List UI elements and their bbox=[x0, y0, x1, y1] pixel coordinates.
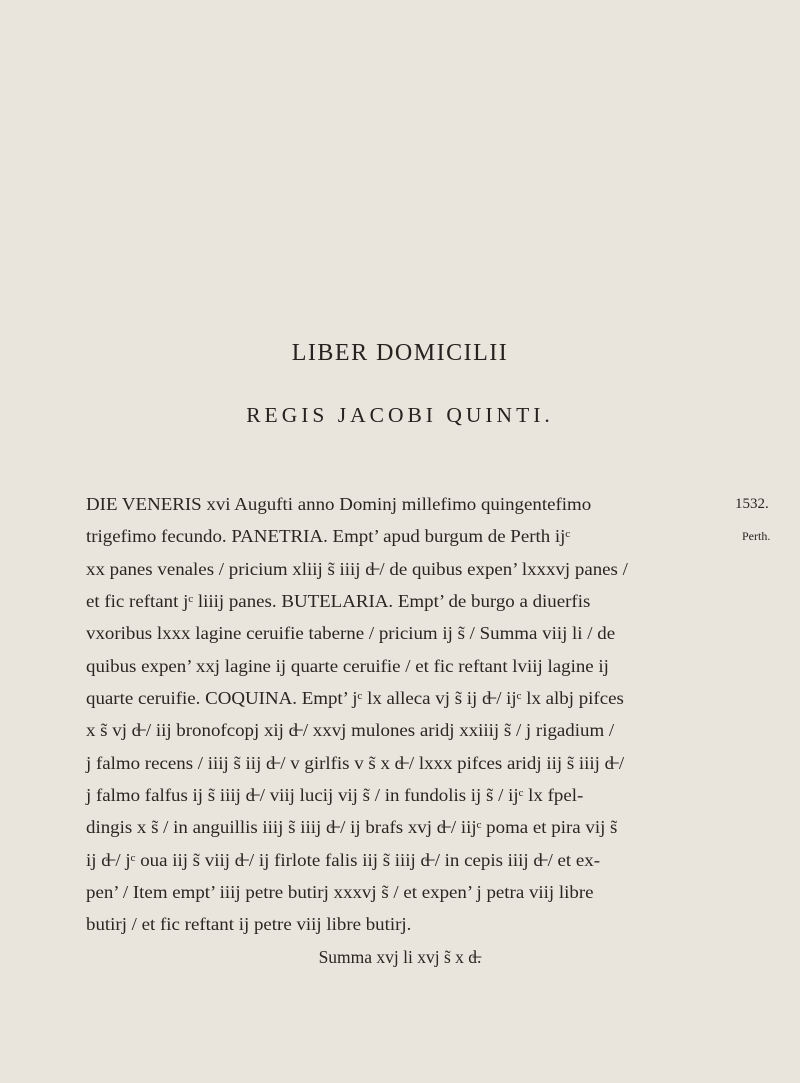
text-line-1: DIE VENERIS xvi Augufti anno Dominj millefimo quingentefimo bbox=[86, 494, 592, 514]
text-line-2: trigefimo fecundo. PANETRIA. Empt’ apud burgum de Perth ijᶜ bbox=[86, 526, 571, 546]
summa-line: Summa xvj li xvj s̃ x d̶. bbox=[318, 947, 482, 967]
text-line-12: ij d̶ / jᶜ oua iij s̃ viij d̶ / ij firlote falis iij s̃ iiij d̶ / in cepis iiij d̶ / et ex- bbox=[86, 850, 601, 870]
text-line-8: x s̃ vj d̶ / iij bronofcopj xij d̶ / xxvj mulones aridj xxiiij s̃ / j rigadium / bbox=[86, 720, 615, 740]
text-line-14: butirj / et fic reftant ij petre viij libre butirj. bbox=[86, 914, 412, 934]
text-line-11: dingis x s̃ / in anguillis iiij s̃ iiij d̶ / ij brafs xvj d̶ / iijᶜ poma et pira vij s̃ bbox=[86, 817, 618, 837]
page-subtitle: REGIS JACOBI QUINTI. bbox=[246, 403, 554, 427]
text-line-7: quarte ceruifie. COQUINA. Empt’ jᶜ lx alleca vj s̃ ij d̶ / ijᶜ lx albj pifces bbox=[86, 688, 624, 708]
margin-year: 1532. bbox=[735, 496, 769, 512]
text-line-10: j falmo falfus ij s̃ iiij d̶ / viij lucij vij s̃ / in fundolis ij s̃ / ijᶜ lx fpel- bbox=[86, 785, 584, 805]
text-line-6: quibus expen’ xxj lagine ij quarte ceruifie / et fic reftant lviij lagine ij bbox=[86, 656, 609, 676]
text-line-3: xx panes venales / pricium xliij s̃ iiij d̶ / de quibus expen’ lxxxvj panes / bbox=[86, 559, 628, 579]
text-line-5: vxoribus lxxx lagine ceruifie taberne / pricium ij s̃ / Summa viij li / de bbox=[86, 623, 616, 643]
text-line-9: j falmo recens / iiij s̃ iij d̶ / v girlfis v s̃ x d̶ / lxxx pifces aridj iij s̃ iiij d̶ / bbox=[86, 753, 625, 773]
page-title: LIBER DOMICILII bbox=[291, 340, 509, 366]
text-line-4: et fic reftant jᶜ liiij panes. BUTELARIA. Empt’ de burgo a diuerfis bbox=[86, 591, 591, 611]
margin-place: Perth. bbox=[742, 529, 771, 543]
text-line-13: pen’ / Item empt’ iiij petre butirj xxxvj s̃ / et expen’ j petra viij libre bbox=[86, 882, 594, 902]
